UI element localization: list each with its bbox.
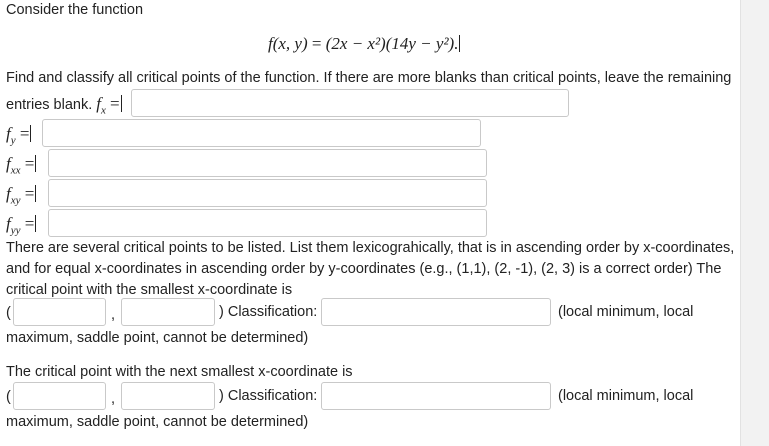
point1-classification-label: ) Classification: [219,304,318,320]
point1-classification-input[interactable] [321,298,551,326]
function-rhs: (2x − x²)(14y − y²). [325,34,459,53]
function-formula [268,34,460,54]
fxx-input[interactable] [48,149,487,177]
fx-label: $f_x$ [96,94,106,117]
point1-comma: , [111,307,116,323]
fy-label: $f_y$ = [6,124,30,147]
fxy-input[interactable] [48,179,487,207]
point2-options-wrap: maximum, saddle point, cannot be determined) [6,414,309,430]
point1-open-paren: ( [6,305,11,321]
point2-open-paren: ( [6,389,11,405]
point2-y-input[interactable] [121,382,215,410]
point1-y-input[interactable] [121,298,215,326]
fyy-input[interactable] [48,209,487,237]
instruction-line-2-text: entries blank. [6,97,93,113]
text-cursor [121,95,122,112]
point1-x-input[interactable] [13,298,106,326]
point2-options-inline: (local minimum, local [558,388,694,404]
fxy-label: $f_{xy}$ = [6,184,35,207]
fyy-label: $f_{yy}$ = [6,214,35,237]
instruction-line-2 [6,94,122,116]
function-lhs: f(x, y) [268,34,308,53]
point2-comma: , [111,391,116,407]
point2-heading: The critical point with the next smallest x-coordinate is [6,364,353,380]
point2-x-input[interactable] [13,382,106,410]
fx-equals: = [109,94,120,113]
instruction-line-1: Find and classify all critical points of the function. If there are more blanks than critical points, leave the remaining [6,70,732,86]
right-gutter [740,0,769,446]
function-equals: = [311,34,322,53]
list-instruction-1: There are several critical points to be listed. List them lexicograhically, that is in ascending order by x-coordinates, [6,240,735,256]
list-instruction-2: and for equal x-coordinates in ascending order by y-coordinates (e.g., (1,1), (2, -1), (2, 3) is a correct order) The [6,261,722,277]
point1-options-wrap: maximum, saddle point, cannot be determined) [6,330,309,346]
point1-options-inline: (local minimum, local [558,304,694,320]
fy-input[interactable] [42,119,481,147]
intro-text: Consider the function [6,2,144,18]
fx-input[interactable] [131,89,569,117]
fxx-label: $f_{xx}$ = [6,154,35,177]
point2-classification-input[interactable] [321,382,551,410]
list-instruction-3: critical point with the smallest x-coordinate is [6,282,293,298]
text-cursor [459,35,460,52]
point2-classification-label: ) Classification: [219,388,318,404]
